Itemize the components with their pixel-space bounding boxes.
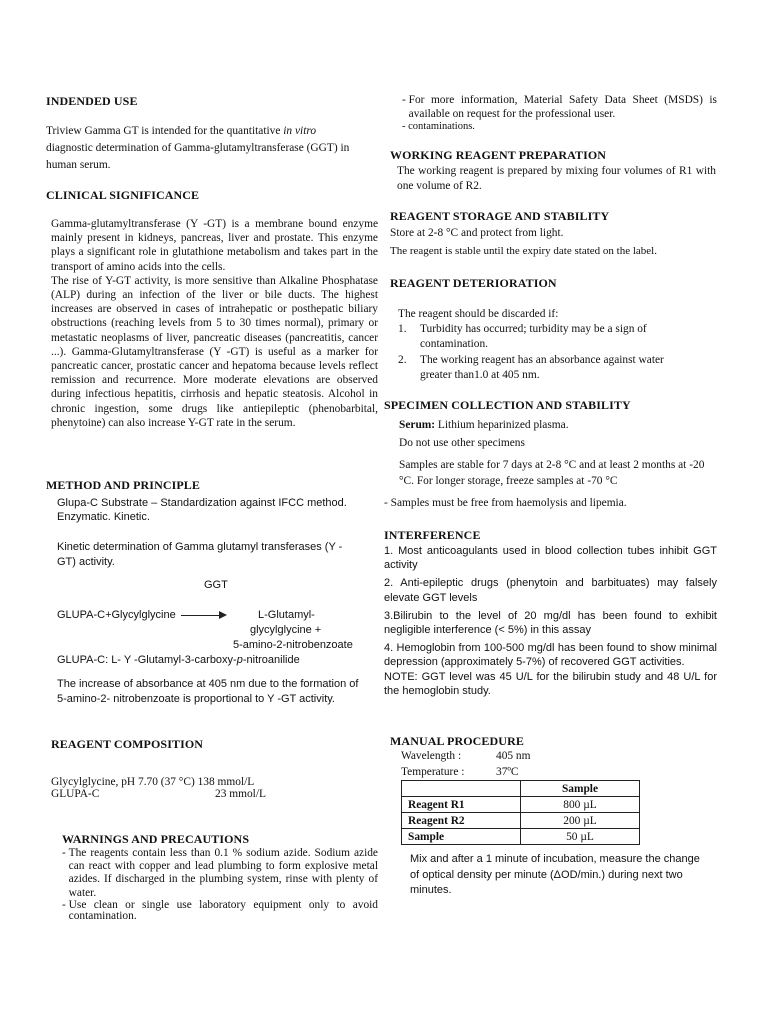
reagent-r2-label: Reagent R2 <box>402 813 521 829</box>
temperature-value: 37ºC <box>496 766 519 778</box>
enzyme-label: GGT <box>204 579 228 591</box>
wavelength-label: Wavelength : <box>401 750 462 762</box>
interference-item-1: 1. Most anticoagulants used in blood collection tubes inhibit GGT activity <box>384 545 717 572</box>
method-heading: METHOD AND PRINCIPLE <box>46 478 201 492</box>
increase-line-2: 5-amino-2- nitrobenzoate is proportional to Y -GT activity. <box>57 693 335 705</box>
deterioration-heading: REAGENT DETERIORATION <box>390 276 557 290</box>
procedure-table-header: Sample <box>521 781 640 797</box>
sample-label: Sample <box>402 829 521 845</box>
warning-item-2-text: Use clean or single use laboratory equipment only to avoid contamination. <box>68 898 378 922</box>
more-info-item-1: - For more information, Material Safety Data Sheet (MSDS) is available on request for the professional user. <box>402 94 717 120</box>
warnings-list <box>62 847 378 922</box>
interference-note: NOTE: GGT level was 45 U/L for the bilirubin study and 48 U/L for the hemoglobin study. <box>384 670 717 697</box>
procedure-table-grid <box>401 780 640 845</box>
deterioration-item-2-text: The working reagent has an absorbance against water greater than1.0 at 405 nm. <box>420 354 664 381</box>
reaction-product-3: 5-amino-2-nitrobenzoate <box>233 639 353 651</box>
reagent-r1-value: 800 µL <box>521 797 640 813</box>
glupa-italic: p <box>236 654 243 666</box>
specimen-serum <box>399 418 569 433</box>
storage-heading: REAGENT STORAGE AND STABILITY <box>390 209 610 223</box>
more-info-item-2-text: contaminations. <box>408 121 475 132</box>
deterioration-list <box>398 322 688 382</box>
deterioration-item-2 <box>398 353 688 382</box>
kinetic-line-2: GT) activity. <box>57 556 115 568</box>
more-info-item-2: - contaminations. <box>402 121 717 132</box>
intended-use-heading: INDENDED USE <box>46 94 138 108</box>
deterioration-item-1-text: Turbidity has occurred; turbidity may be a sign of contamination. <box>420 323 647 350</box>
temperature-label: Temperature : <box>401 766 465 778</box>
mix-instructions: Mix and after a 1 minute of incubation, measure the change of optical density per minute (ΔOD/min.) during next two minutes. <box>410 853 700 896</box>
composition-line-2-value: 23 mmol/L <box>215 788 266 800</box>
reagent-r1-label: Reagent R1 <box>402 797 521 813</box>
glupa-text-end: -nitroanilide <box>242 654 300 666</box>
reaction-reactant: GLUPA-C+Glycylglycine <box>57 609 176 621</box>
warnings-heading: WARNINGS AND PRECAUTIONS <box>62 832 250 846</box>
serum-text: Lithium heparinized plasma. <box>435 419 569 431</box>
deterioration-item-2-num: 2. <box>398 354 407 366</box>
specimen-stable: Samples are stable for 7 days at 2-8 °C and at least 2 months at -20 °C. For longer storage, freeze samples at -70 °C <box>399 459 705 487</box>
intended-use-line-3: human serum. <box>46 159 111 171</box>
intended-use-line-1 <box>46 124 316 139</box>
reaction-arrow-shaft <box>181 615 219 616</box>
working-reagent-text: The working reagent is prepared by mixing four volumes of R1 with one volume of R2. <box>397 165 716 192</box>
manual-procedure-heading: MANUAL PROCEDURE <box>390 734 524 748</box>
composition-line-1: Glycylglycine, pH 7.70 (37 °C) 138 mmol/L <box>51 776 255 788</box>
interference-heading: INTERFERENCE <box>384 528 481 542</box>
clinical-significance-heading: CLINICAL SIGNIFICANCE <box>46 188 200 202</box>
procedure-table-header-row <box>402 781 640 797</box>
right-arrow-icon <box>219 611 227 619</box>
storage-line-2: The reagent is stable until the expiry date stated on the label. <box>390 245 657 257</box>
table-row <box>402 829 640 845</box>
clinical-significance-body <box>51 217 378 430</box>
warning-item-1-text: The reagents contain less than 0.1 % sodium azide. Sodium azide can react with copper and lead plumbing to form explosive metal azides. If discharged in the plumbing system, rinse with plenty of water. <box>68 847 378 899</box>
method-line-2: Enzymatic. Kinetic. <box>57 511 150 523</box>
interference-item-3: 3.Bilirubin to the level of 20 mg/dl has been found to exhibit negligible interference (< 5%) in this assay <box>384 609 717 637</box>
interference-item-2: 2. Anti-epileptic drugs (phenytoin and barbituates) may falsely elevate GGT levels <box>384 577 717 604</box>
deterioration-item-1-num: 1. <box>398 323 407 335</box>
intended-use-line-2: diagnostic determination of Gamma-glutamyltransferase (GGT) in <box>46 142 350 154</box>
warning-item-1: - The reagents contain less than 0.1 % sodium azide. Sodium azide can react with copper and lead plumbing to form explosive metal azides. If discharged in the plumbing system, rinse with plenty of water. <box>62 847 378 899</box>
specimen-other: Do not use other specimens <box>399 437 525 449</box>
reagent-r2-value: 200 µL <box>521 813 640 829</box>
intended-use-text: Triview Gamma GT is intended for the quantitative <box>46 125 284 137</box>
more-info-list <box>402 94 717 132</box>
intended-use-italic: in vitro <box>283 125 317 137</box>
working-reagent-heading: WORKING REAGENT PREPARATION <box>390 148 607 162</box>
kinetic-line-1: Kinetic determination of Gamma glutamyl transferases (Y - <box>57 541 343 553</box>
table-row <box>402 797 640 813</box>
wavelength-value: 405 nm <box>496 750 531 762</box>
method-line-1: Glupa-C Substrate – Standardization against IFCC method. <box>57 497 347 509</box>
procedure-table <box>401 780 640 845</box>
glupa-definition <box>57 653 300 667</box>
reaction-product-2: glycylglycine + <box>250 624 322 636</box>
procedure-table-corner <box>402 781 521 797</box>
interference-item-4: 4. Hemoglobin from 100-500 mg/dl has been found to show minimal depression (approximately 5-7%) of recovered GGT activities. <box>384 642 717 669</box>
composition-line-2-name: GLUPA-C <box>51 788 100 800</box>
deterioration-item-1 <box>398 322 688 351</box>
reagent-composition-heading: REAGENT COMPOSITION <box>51 737 204 751</box>
warning-item-2: - Use clean or single use laboratory equipment only to avoid contamination. <box>62 898 378 922</box>
increase-line-1: The increase of absorbance at 405 nm due to the formation of <box>57 678 359 690</box>
specimen-heading: SPECIMEN COLLECTION AND STABILITY <box>384 398 631 412</box>
clinical-paragraph-2: The rise of Y-GT activity, is more sensitive than Alkaline Phosphatase (ALP) during an infection of the liver or bile ducts. The highest increases are observed in cases of intrahepatic or posthepatic biliary obstructions (reaching levels from 5 to 30 times normal), primary or metastatic neoplasms of liver, pancreatic diseases (pancreatitis, cancer ...). Gamma-Glutamyltransferase (Y -GT) is useful as a marker for pancreatic cancer, prostatic cancer and hepatoma because levels reflect remission and recurrence. More moderate elevations are observed during infectious hepatitis, cirrhosis and hepatic steatosis. Alcohol in chronic ingestion, some drugs like antiepileptic (phenobarbital, phenytoine) can also increase Y-GT rate in the serum. <box>51 274 378 429</box>
reaction-product-1: L-Glutamyl- <box>258 609 315 621</box>
reaction-equation <box>57 608 227 622</box>
serum-label: Serum: <box>399 419 436 431</box>
interference-list <box>384 544 717 698</box>
specimen-free: - Samples must be free from haemolysis and lipemia. <box>384 497 627 509</box>
table-row <box>402 813 640 829</box>
glupa-text: GLUPA-C: L- Y -Glutamyl-3-carboxy- <box>57 654 237 666</box>
storage-line-1: Store at 2-8 °C and protect from light. <box>390 227 564 239</box>
sample-value: 50 µL <box>521 829 640 845</box>
more-info-item-1-text: For more information, Material Safety Data Sheet (MSDS) is available on request for the professional user. <box>408 94 717 120</box>
deterioration-intro: The reagent should be discarded if: <box>398 308 559 320</box>
clinical-paragraph-1: Gamma-glutamyltransferase (Y -GT) is a membrane bound enzyme mainly present in kidneys, pancreas, liver and prostate. This enzyme plays a significant role in glutathione metabolism and takes part in the transport of amino acids into the cells. <box>51 218 378 273</box>
